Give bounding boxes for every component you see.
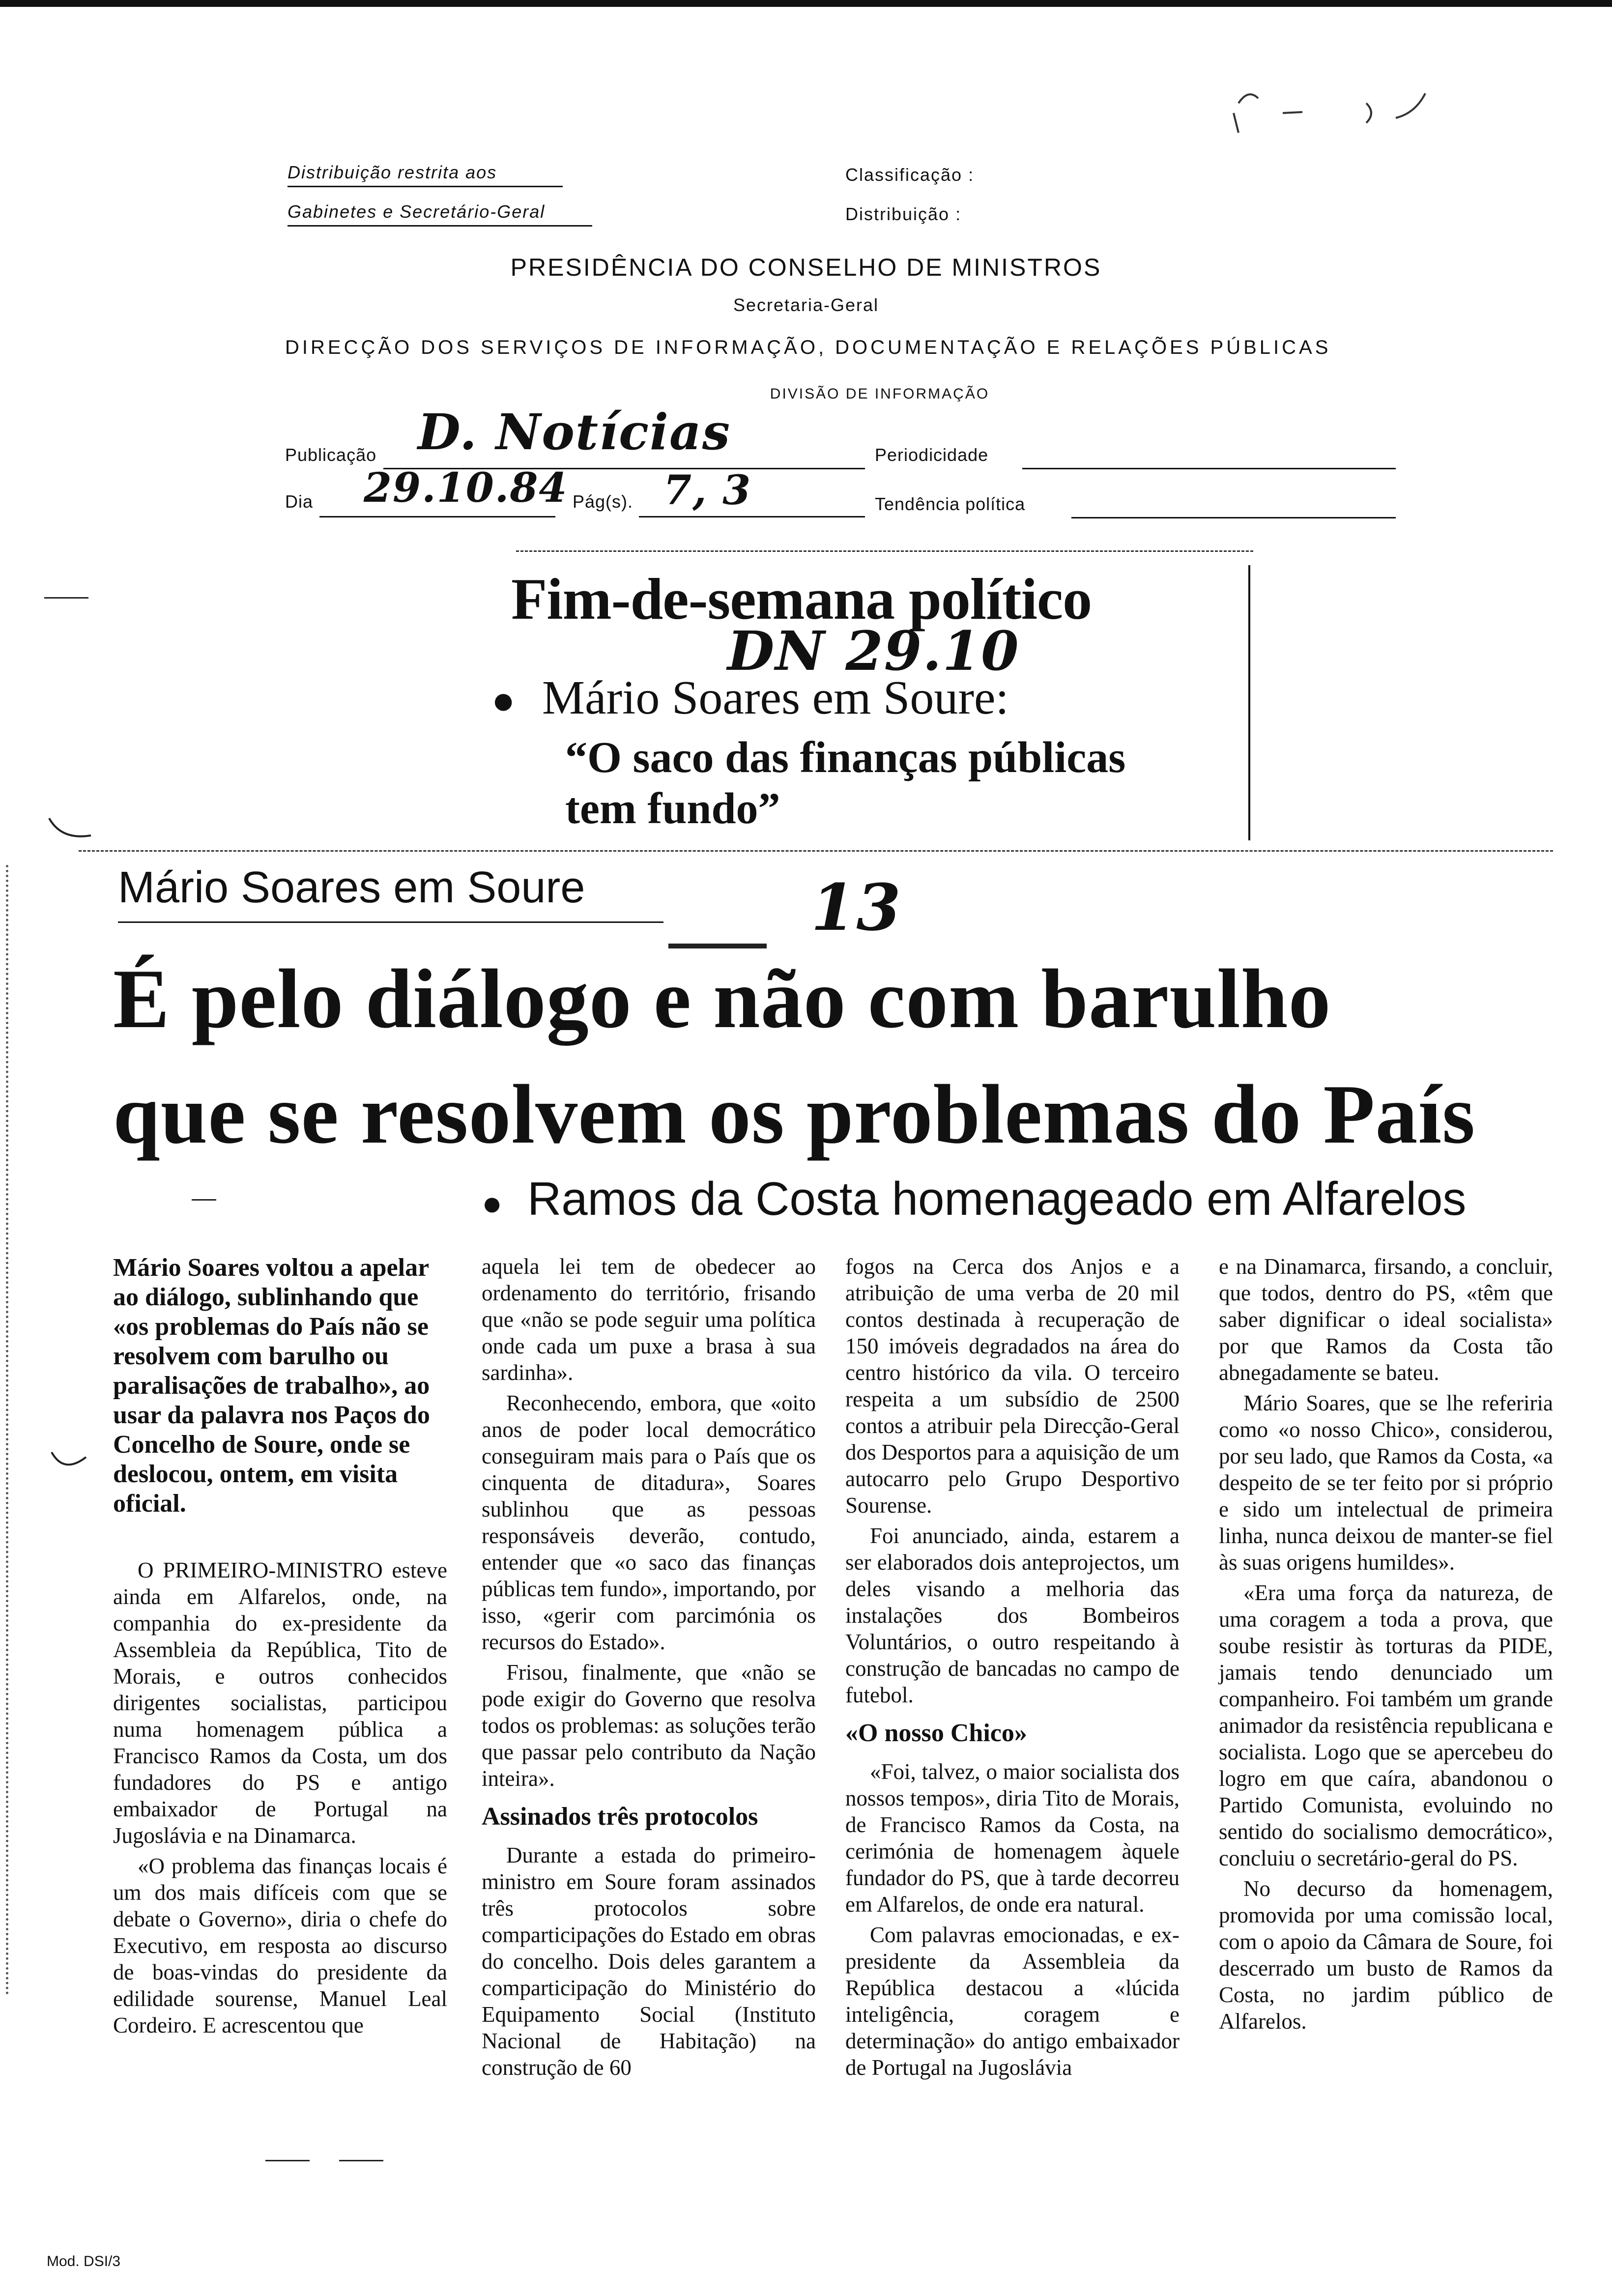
left-margin-mark-2 [192, 1199, 216, 1201]
bottom-cut-mark-2 [339, 2160, 383, 2161]
headline-line-1: É pelo diálogo e não com barulho [113, 952, 1331, 1046]
pages-value: 7, 3 [663, 467, 752, 514]
tendency-label: Tendência política [875, 494, 1026, 514]
restricted-underline-1 [288, 186, 563, 187]
division: DIVISÃO DE INFORMAÇÃO [770, 386, 990, 402]
form-model-code: Mod. DSI/3 [47, 2253, 121, 2269]
page-mark: 13 [811, 870, 902, 945]
tendency-underline [1071, 517, 1396, 518]
pages-underline [639, 516, 865, 517]
bullet-line-text: Mário Soares em Soure: [542, 671, 1009, 724]
col4-paragraph-3: «Era uma força da natureza, de uma coragem a toda a prova, que soube resistir às torturas da PIDE, jamais tendo denunciado um companheiro. Foi também um grande animador da resistência republicana e socialista. Logo que se apercebeu do logro em que caíra, abandonou o Partido Comunista, evoluindo no sentido do socialismo democrático», concluiu o secretário-geral do PS. [1219, 1580, 1553, 1870]
day-label: Dia [285, 491, 314, 512]
col4-paragraph-1: e na Dinamarca, firsando, a concluir, que todos, dentro do PS, «têm que saber dignificar o ideal socialista» por que Ramos da Costa tão abnegadamente se bateu. [1219, 1254, 1553, 1385]
org-subtitle: Secretaria-Geral [733, 295, 879, 315]
sub-headline-text: Ramos da Costa homenageado em Alfarelos [527, 1173, 1467, 1225]
publication-label: Publicação [285, 445, 377, 465]
corner-scribble [1219, 84, 1445, 138]
section-underline [118, 921, 663, 923]
col3-paragraph-4: Com palavras emocionadas, e ex-presidente da Assembleia da República destacou a «lúcida inteligência, coragem e determinação» do antigo embaixador de Portugal na Jugoslávia [845, 1923, 1180, 2080]
col3-heading: «O nosso Chico» [845, 1719, 1027, 1747]
col2-paragraph-2: Reconhecendo, embora, que «oito anos de poder local democrático conseguiram mais para o País que os cinquenta de ditadura», Soares sublinhou que as pessoas responsáveis deverão, contudo, entender que «o saco das finanças públicas tem fundo», importando, por isso, «gerir com parcimónia os recursos do Estado». [482, 1391, 816, 1654]
column-3 [845, 1253, 1180, 2085]
page-mark-bar [668, 944, 767, 948]
clipping-cut-line [79, 850, 1553, 852]
periodicity-label: Periodicidade [875, 445, 989, 465]
restricted-line-1: Distribuição restrita aos [288, 162, 497, 182]
day-underline [319, 516, 555, 517]
col2-heading: Assinados três protocolos [482, 1803, 758, 1831]
bottom-cut-mark-1 [265, 2160, 310, 2161]
left-margin-hook [47, 816, 96, 848]
left-margin-dots [6, 865, 23, 1995]
kicker: Fim-de-semana político [511, 566, 1092, 631]
column-1 [113, 1253, 447, 2042]
restricted-line-2: Gabinetes e Secretário-Geral [288, 201, 546, 222]
col1-paragraph-2: «O problema das finanças locais é um dos mais difíceis com que se debate o Governo», diria o chefe do Executivo, em resposta ao discurso de boas-vindas do presidente da edilidade sourense, Manuel Leal Cordeiro. E acrescentou que [113, 1854, 447, 2038]
left-margin-hook-2 [49, 1447, 88, 1479]
col4-paragraph-2: Mário Soares, que se lhe referiria como «o nosso Chico», considerou, por seu lado, que Ramos da Costa, «a despeito de se ter feito por si próprio e sido um intelectual de primeira linha, nunca deixou de manter-se fiel às suas origens humildes». [1219, 1391, 1553, 1575]
col2-paragraph-1: aquela lei tem de obedecer ao ordenamento do território, frisando que «não se pode seguir uma política onde cada um puxe a brasa à sua sardinha». [482, 1254, 816, 1385]
day-value: 29.10.84 [364, 464, 568, 512]
col3-paragraph-2: Foi anunciado, ainda, estarem a ser elaborados dois anteprojectos, um deles visando a melhoria das instalações dos Bombeiros Voluntários, o outro respeitando à construção de bancadas no campo de futebol. [845, 1523, 1180, 1707]
distribution-label: Distribuição : [845, 204, 962, 224]
col2-paragraph-3: Frisou, finalmente, que «não se pode exigir do Governo que resolva todos os problemas: as soluções terão que passar pelo contributo da Nação inteira». [482, 1660, 816, 1791]
classification-label: Classificação : [845, 165, 975, 185]
date-stamp: DN 29.10 [727, 619, 1020, 683]
col4-paragraph-4: No decurso da homenagem, promovida por uma comissão local, com o apoio da Câmara de Soure, foi descerrado um busto de Ramos da Costa, no jardim público de Alfarelos. [1219, 1876, 1553, 2034]
section-label: Mário Soares em Soure [118, 863, 585, 912]
column-4 [1219, 1253, 1553, 2038]
col3-paragraph-3: «Foi, talvez, o maior socialista dos nossos tempos», diria Tito de Morais, de Francisco Ramos da Costa, na cerimónia de homenagem àquele fundador do PS, que à tarde decorreu em Alfarelos, de onde era natural. [845, 1759, 1180, 1917]
headline-line-2: que se resolvem os problemas do País [113, 1068, 1476, 1161]
quote-line-2: tem fundo” [565, 784, 780, 833]
restricted-underline-2 [288, 225, 592, 227]
column-2 [482, 1253, 816, 2085]
periodicity-underline [1022, 468, 1396, 469]
col1-paragraph-1: O PRIMEIRO-MINISTRO esteve ainda em Alfarelos, onde, na companhia do ex-presidente da Assembleia da República, Tito de Morais, e outros conhecidos dirigentes socialistas, participou numa homenagem pública a Francisco Ramos da Costa, um dos fundadores do PS e antigo embaixador de Portugal na Jugoslávia e na Dinamarca. [113, 1558, 447, 1848]
quote-line-1: “O saco das finanças públicas [565, 733, 1126, 782]
bullet-dot: ● [491, 679, 516, 722]
bullet-line [491, 673, 1009, 725]
col2-paragraph-4: Durante a estada do primeiro-ministro em Soure foram assinados três protocolos sobre comparticipações do Estado em obras do concelho. Dois deles garantem a comparticipação do Ministério do Equipamento Social (Instituto Nacional de Habitação) na construção de 60 [482, 1843, 816, 2080]
col3-paragraph-1: fogos na Cerca dos Anjos e a atribuição de uma verba de 20 mil contos destinada à recuperação de 150 imóveis degradados na área do centro histórico da vila. O terceiro respeita a um subsídio de 2500 contos a atribuir pela Direcção-Geral dos Desportos para a aquisição de um autocarro pelo Grupo Desportivo Sourense. [845, 1254, 1180, 1518]
publication-value: D. Notícias [418, 403, 731, 461]
pages-label: Pág(s). [573, 491, 633, 512]
scan-top-border [0, 0, 1612, 7]
clipping-top-cut [516, 550, 1253, 552]
sub-headline [482, 1172, 1466, 1226]
article-lead: Mário Soares voltou a apelar ao diálogo, sublinhando que «os problemas do País não se resolvem com barulho ou paralisações de trabalho», ao usar da palavra nos Paços do Concelho de Soure, onde se deslocou, ontem, em visita oficial. [113, 1254, 430, 1518]
org-title: PRESIDÊNCIA DO CONSELHO DE MINISTROS [510, 254, 1102, 281]
directorate: DIRECÇÃO DOS SERVIÇOS DE INFORMAÇÃO, DOCUMENTAÇÃO E RELAÇÕES PÚBLICAS [285, 337, 1331, 358]
left-margin-mark-1 [44, 597, 88, 599]
sub-bullet-dot: ● [482, 1184, 503, 1222]
